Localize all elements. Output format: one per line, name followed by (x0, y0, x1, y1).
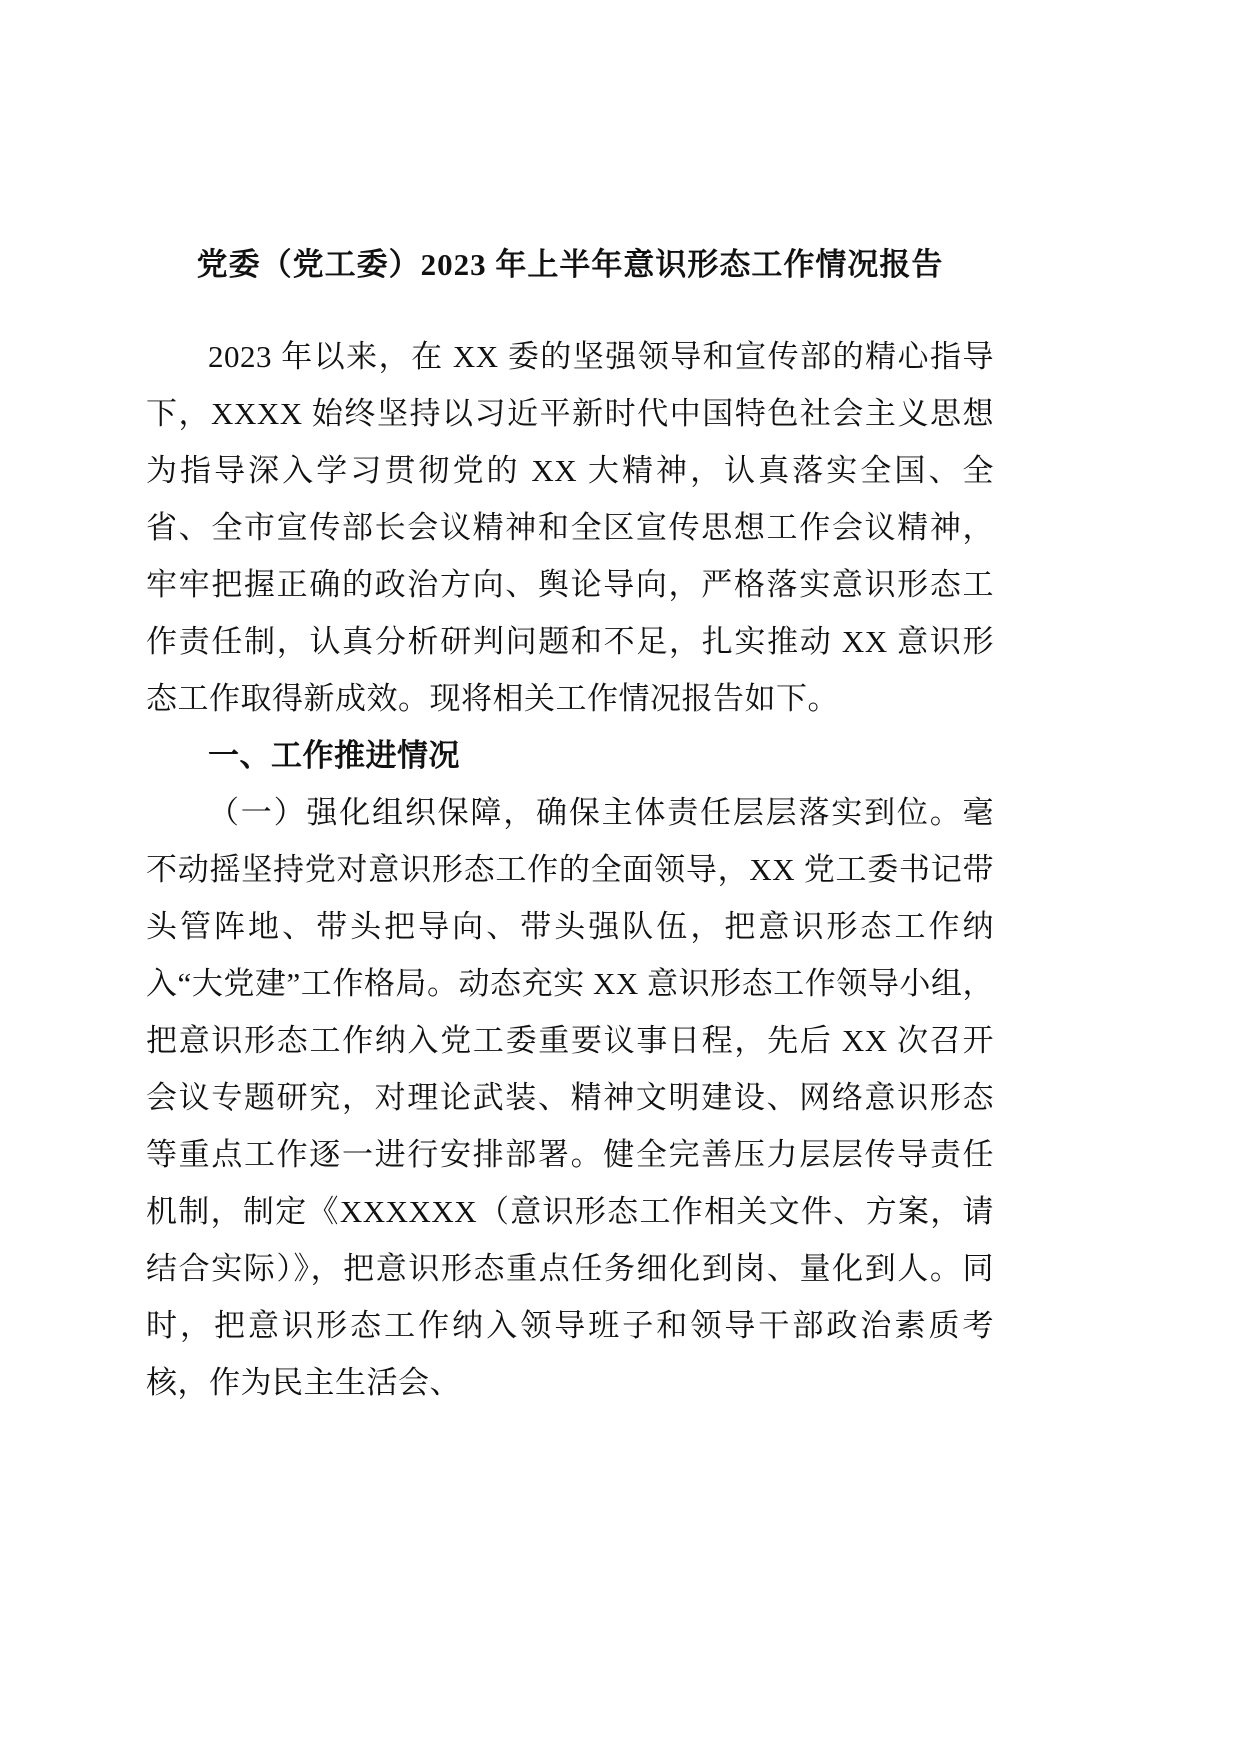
paragraph-section-1: （一）强化组织保障，确保主体责任层层落实到位。毫不动摇坚持党对意识形态工作的全面领导，XX 党工委书记带头管阵地、带头把导向、带头强队伍，把意识形态工作纳入“大党建”工作格局。动态充实 XX 意识形态工作领导小组，把意识形态工作纳入党工委重要议事日程，先后 XX 次召开会议专题研究，对理论武装、精神文明建设、网络意识形态等重点工作逐一进行安排部署。健全完善压力层层传导责任机制，制定《XXXXXX（意识形态工作相关文件、方案，请结合实际）》，把意识形态重点任务细化到岗、量化到人。同时，把意识形态工作纳入领导班子和领导干部政治素质考核，作为民主生活会、 (146, 795, 994, 1400)
section-heading-1: 一、工作推进情况 (208, 738, 460, 773)
paragraph-intro: 2023 年以来，在 XX 委的坚强领导和宣传部的精心指导下，XXXX 始终坚持以习近平新时代中国特色社会主义思想为指导深入学习贯彻党的 XX 大精神，认真落实全国、全省、全市宣传部长会议精神和全区宣传思想工作会议精神，牢牢把握正确的政治方向、舆论导向，严格落实意识形态工作责任制，认真分析研判问题和不足，扎实推动 XX 意识形态工作取得新成效。现将相关工作情况报告如下。 (146, 339, 994, 716)
document-title: 党委（党工委）2023 年上半年意识形态工作情况报告 (196, 247, 944, 282)
